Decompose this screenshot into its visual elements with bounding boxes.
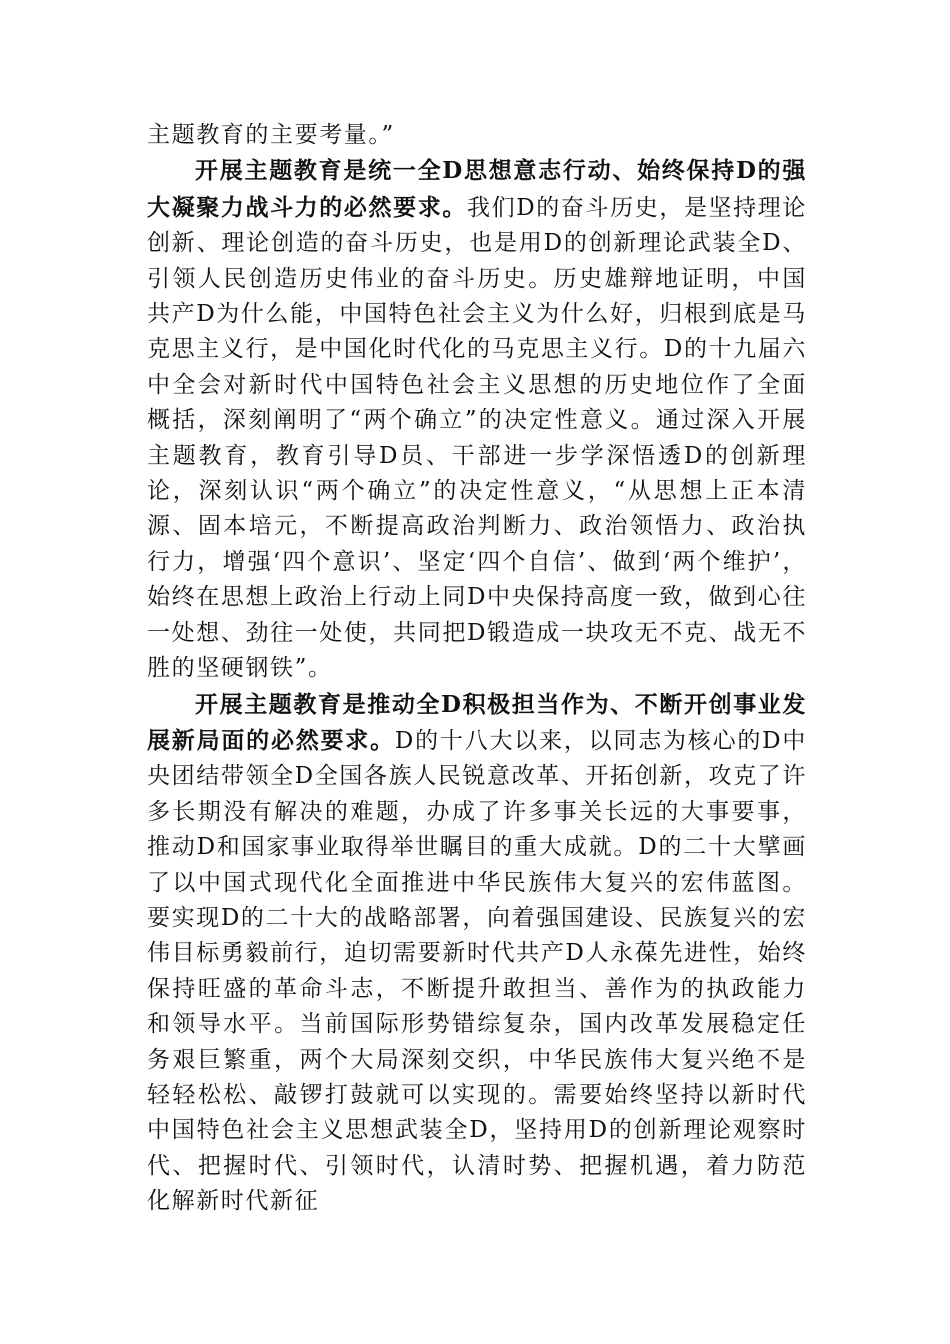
paragraph-3-lead: 开展主题教育是推动全D积极担当作为、不断开创事业发展新局面的必然要求。 xyxy=(147,690,807,754)
paragraph-1-text: 主题教育的主要考量。” xyxy=(147,122,395,148)
paragraph-2-text: 我们D的奋斗历史，是坚持理论创新、理论创造的奋斗历史，也是用D的创新理论武装全D、引领人民创造历史伟业的奋斗历史。历史雄辩地证明，中国共产D为什么能，中国特色社会主义为什么好，归根到底是马克思主义行，是中国化时代化的马克思主义行。D的十九届六中全会对新时代中国特色社会主义思想的历史地位作了全面概括，深刻阐明了“两个确立”的决定性意义。通过深入开展主题教育，教育引导D员、干部进一步学深悟透D的创新理论，深刻认识“两个确立”的决定性意义，“从思想上正本清源、固本培元，不断提高政治判断力、政治领悟力、政治执行力，增强‘四个意识’、坚定‘四个自信’、做到‘两个维护’，始终在思想上政治上行动上同D中央保持高度一致，做到心往一处想、劲往一处使，共同把D锻造成一块攻无不克、战无不胜的坚硬钢铁”。 xyxy=(147,194,807,682)
paragraph-3 xyxy=(147,687,807,1220)
paragraph-2-lead: 开展主题教育是统一全D思想意志行动、始终保持D的强大凝聚力战斗力的必然要求。 xyxy=(147,157,807,221)
paragraph-2 xyxy=(147,153,807,686)
paragraph-3-text: D的十八大以来，以同志为核心的D中央团结带领全D全国各族人民锐意改革、开拓创新，攻克了许多长期没有解决的难题，办成了许多事关长远的大事要事，推动D和国家事业取得举世瞩目的重大成就。D的二十大擘画了以中国式现代化全面推进中华民族伟大复兴的宏伟蓝图。要实现D的二十大的战略部署，向着强国建设、民族复兴的宏伟目标勇毅前行，迫切需要新时代共产D人永葆先进性，始终保持旺盛的革命斗志，不断提升敢担当、善作为的执政能力和领导水平。当前国际形势错综复杂，国内改革发展稳定任务艰巨繁重，两个大局深刻交织，中华民族伟大复兴绝不是轻轻松松、敲锣打鼓就可以实现的。需要始终坚持以新时代中国特色社会主义思想武装全D，坚持用D的创新理论观察时代、把握时代、引领时代，认清时势、把握机遇，着力防范化解新时代新征 xyxy=(147,727,807,1215)
document-page xyxy=(147,117,807,1220)
paragraph-1 xyxy=(147,117,807,153)
